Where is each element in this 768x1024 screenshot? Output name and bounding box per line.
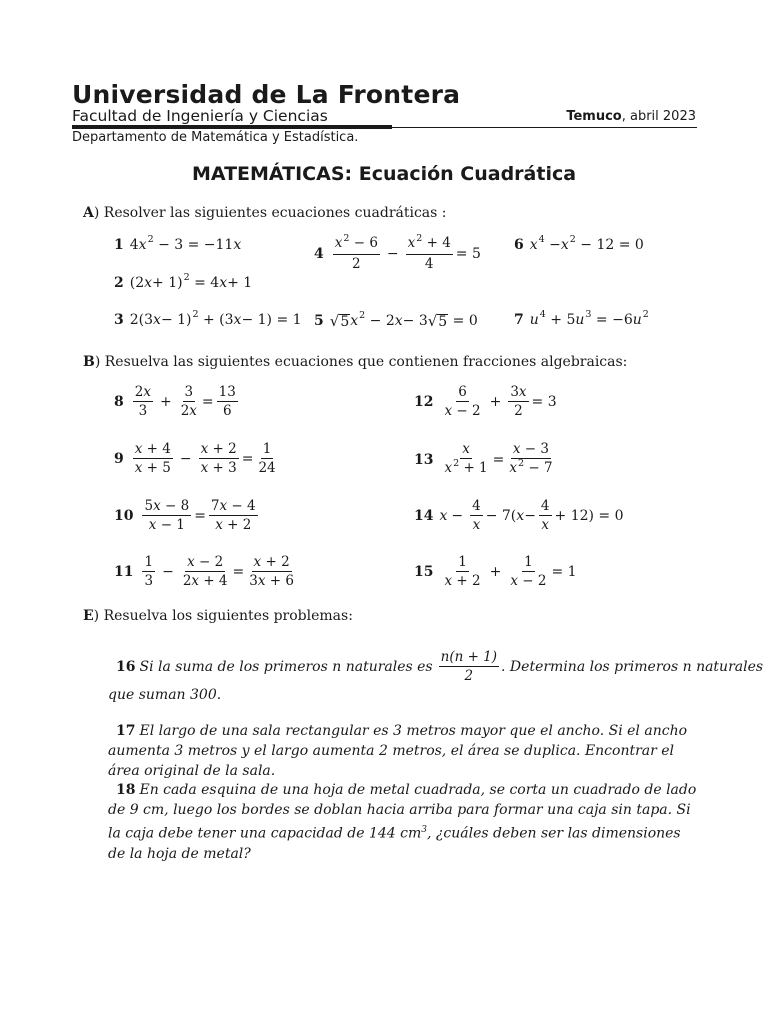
problem-18-text: En cada esquina de una hoja de metal cuadrada, se corta un cuadrado de lado de 9 cm, luego los bordes se doblan hacia arriba para formar una caja sin tapa. Si la caja debe tener una capacidad de 144 cm bbox=[108, 782, 697, 842]
header-rule-thick bbox=[72, 125, 392, 129]
page-title: MATEMÁTICAS: Ecuación Cuadrática bbox=[191, 163, 577, 185]
exercise-number: 5 bbox=[314, 313, 324, 329]
problem-16-fraction bbox=[439, 648, 499, 685]
section-e-letter: E bbox=[83, 608, 94, 624]
exercise-number: 13 bbox=[414, 451, 434, 468]
exercise-2: 2 (2 x + 1) $^2$ = 4 x + 1 bbox=[114, 271, 253, 291]
problem-18-sup: 3 bbox=[421, 825, 427, 835]
section-e-text: Resuelva los siguientes problemas: bbox=[103, 608, 353, 624]
section-e-paren: ) bbox=[93, 608, 100, 624]
section-e-heading bbox=[83, 608, 353, 624]
city: Temuco bbox=[566, 109, 622, 124]
exercise-number: 15 bbox=[414, 563, 434, 580]
section-b-text: Resuelva las siguientes ecuaciones que contienen fracciones algebraicas: bbox=[104, 354, 628, 370]
problem-number: 16 bbox=[116, 658, 136, 675]
exercise-11: 11 $\frac{1}{3}$ − $\frac{x - 2}{2x + 4}$ = $\frac{x + 2}{3x + 6}$ bbox=[114, 554, 294, 589]
problem-number: 18 bbox=[116, 782, 136, 798]
problem-17-text: El largo de una sala rectangular es 3 metros mayor que el ancho. Si el ancho aumenta 3 metros y el largo aumenta 2 metros, el área se duplica. Encontrar el área original de la sala. bbox=[108, 723, 688, 779]
exercise-12: 12 $\frac{6}{x - 2}$ + $\frac{3x}{2}$ = 3 bbox=[414, 384, 557, 419]
exercise-number: 14 bbox=[414, 507, 434, 524]
section-b-heading bbox=[83, 354, 627, 370]
exercise-14: 14 x − $\frac{4}{x}$ − 7( x − $\frac{4}{x}$ + 12) = 0 bbox=[414, 498, 624, 533]
exercise-number: 2 bbox=[114, 275, 124, 291]
exercise-number: 3 bbox=[114, 312, 124, 328]
exercise-10: 10 $\frac{5x - 8}{x - 1}$ = $\frac{7x - 4}{x + 2}$ bbox=[114, 498, 256, 533]
exercise-4: 4 $\frac{x^2 - 6}{2}$ − $\frac{x^2 + 4}{4}$ = 5 bbox=[314, 233, 481, 272]
problem-number: 17 bbox=[116, 723, 136, 739]
exercise-13: 13 $\frac{x}{x^2 + 1}$ = $\frac{x - 3}{x^2 - 7}$ bbox=[414, 441, 553, 476]
section-a-text: Resolver las siguientes ecuaciones cuadráticas : bbox=[103, 205, 447, 221]
exercise-3: 3 2(3 x − 1) $^2$ + (3 x − 1) = 1 bbox=[114, 308, 302, 328]
exercise-number: 12 bbox=[414, 393, 434, 410]
section-a-letter: A bbox=[83, 205, 94, 221]
exercise-number: 7 bbox=[514, 312, 524, 328]
problem-16-text-c: que suman 300. bbox=[108, 687, 222, 703]
exercise-number: 4 bbox=[314, 245, 324, 262]
section-a-heading bbox=[83, 205, 447, 221]
section-b-letter: B bbox=[83, 354, 95, 370]
problem-18-text-end: , ¿cuáles deben ser las dimensiones de la hoja de metal? bbox=[108, 825, 681, 862]
department-name: Departamento de Matemática y Estadística. bbox=[72, 130, 359, 145]
exercise-number: 6 bbox=[514, 237, 524, 253]
exercise-1: 1 4 x $^2$ − 3 = −11 x bbox=[114, 233, 242, 253]
exercise-9: 9 $\frac{x + 4}{x + 5}$ − $\frac{x + 2}{x + 3}$ = $\frac{1}{24}$ bbox=[114, 441, 276, 476]
section-a-paren: ) bbox=[93, 205, 100, 221]
problem-16-text-b: . Determina los primeros n naturales bbox=[501, 658, 764, 675]
exercise-number: 11 bbox=[114, 563, 134, 580]
fraction-numerator: n(n + 1) bbox=[440, 649, 498, 665]
problem-18 bbox=[108, 780, 700, 864]
university-name: Universidad de La Frontera bbox=[72, 80, 461, 109]
city-date bbox=[566, 109, 696, 124]
faculty-name: Facultad de Ingeniería y Ciencias bbox=[72, 107, 328, 125]
problem-16 bbox=[108, 648, 764, 705]
exercise-7: 7 u $^4$ + 5 u $^3$ = −6 u $^2$ bbox=[514, 308, 649, 328]
fraction-denominator: 2 bbox=[464, 668, 474, 684]
exercise-number: 1 bbox=[114, 237, 124, 253]
exercise-8: 8 $\frac{2x}{3}$ + $\frac{3}{2x}$ = $\frac{13}{6}$ bbox=[114, 384, 236, 419]
exercise-number: 9 bbox=[114, 450, 124, 467]
exercise-6: 6 x $^4$ − x $^2$ − 12 = 0 bbox=[514, 233, 644, 253]
date: , abril 2023 bbox=[621, 109, 696, 124]
problem-16-text-a: Si la suma de los primeros n naturales es bbox=[139, 658, 433, 675]
section-b-paren: ) bbox=[94, 354, 101, 370]
exercise-number: 10 bbox=[114, 507, 134, 524]
exercise-number: 8 bbox=[114, 393, 124, 410]
problem-17 bbox=[108, 721, 700, 781]
exercise-5: 5 √ 5 x $^2$ − 2 x − 3 √ 5 = 0 bbox=[314, 309, 478, 330]
exercise-15: 15 $\frac{1}{x + 2}$ + $\frac{1}{x - 2}$ = 1 bbox=[414, 554, 577, 589]
